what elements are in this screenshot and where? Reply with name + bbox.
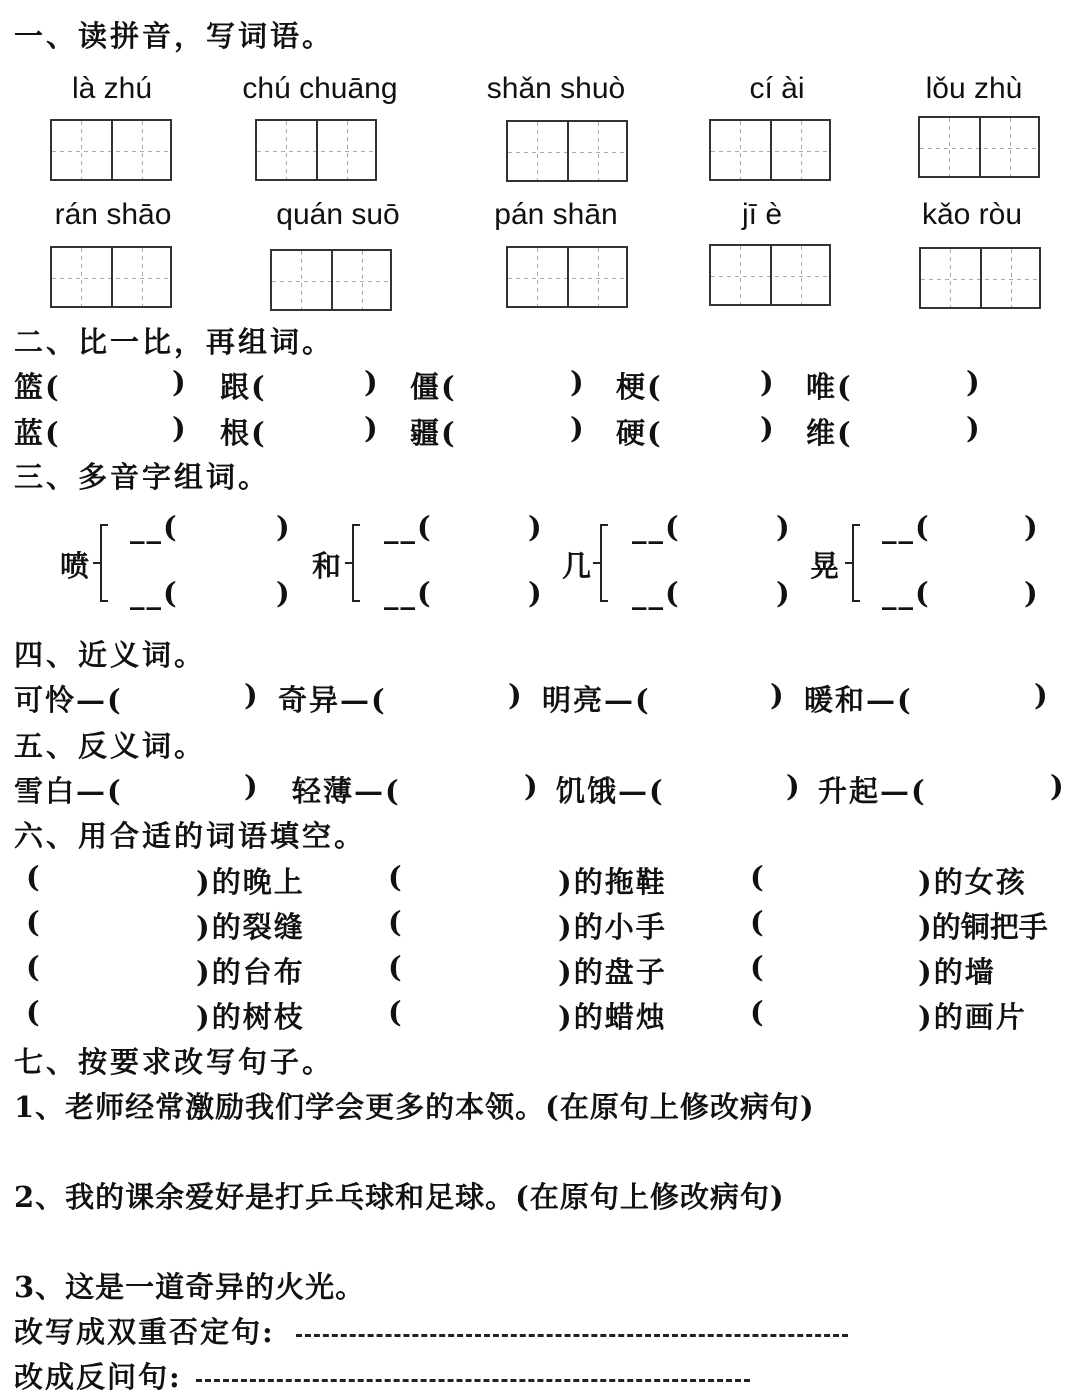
compare-word-8: 疆(	[410, 416, 457, 450]
fill-item-2-2: )的小手	[558, 910, 667, 944]
compare-close-3: )	[570, 365, 586, 399]
fill-open-4-1: (	[26, 995, 42, 1029]
pinyin-6: rán shāo	[54, 198, 172, 231]
polyphone-close-1a: )	[276, 510, 292, 544]
brace-1	[100, 524, 108, 602]
fill-item-4-1: )的树枝	[196, 1000, 305, 1034]
polyphone-char-1: 喷	[60, 549, 92, 583]
fill-item-1-3: )的女孩	[918, 865, 1027, 899]
fill-open-3-3: (	[750, 950, 766, 984]
polyphone-close-3b: )	[776, 576, 792, 610]
fill-item-4-3: )的画片	[918, 1000, 1027, 1034]
section-7-title: 七、按要求改写句子。	[14, 1045, 335, 1079]
rewrite-question-1: 1、老师经常激励我们学会更多的本领。(在原句上修改病句)	[14, 1090, 815, 1124]
section-6-title: 六、用合适的词语填空。	[14, 819, 367, 853]
fill-open-1-3: (	[750, 860, 766, 894]
antonym-close-4: )	[1050, 769, 1066, 803]
rewrite-question-2: 2、我的课余爱好是打乒乓球和足球。(在原句上修改病句)	[14, 1180, 785, 1214]
compare-word-2: 跟(	[220, 370, 267, 404]
fill-item-2-1: )的裂缝	[196, 910, 305, 944]
polyphone-blank-4b: __(	[882, 576, 931, 610]
compare-close-10: )	[966, 411, 982, 445]
fill-open-4-2: (	[388, 995, 404, 1029]
polyphone-blank-1b: __(	[130, 576, 179, 610]
compare-word-5: 唯(	[806, 370, 853, 404]
pinyin-3: shǎn shuò	[486, 72, 626, 105]
section-5-title: 五、反义词。	[14, 729, 207, 763]
compare-close-9: )	[760, 411, 776, 445]
synonym-item-3: 明亮—(	[542, 683, 651, 717]
polyphone-blank-2b: __(	[384, 576, 433, 610]
compare-close-2: )	[364, 365, 380, 399]
antonym-item-3: 饥饿—(	[556, 774, 665, 808]
polyphone-blank-3b: __(	[632, 576, 681, 610]
writing-grid-7[interactable]	[270, 249, 392, 311]
section-2-title: 二、比一比，再组词。	[14, 325, 335, 359]
compare-close-4: )	[760, 365, 776, 399]
writing-grid-1[interactable]	[50, 119, 172, 181]
writing-grid-3[interactable]	[506, 120, 628, 182]
antonym-close-2: )	[524, 769, 540, 803]
fill-item-4-2: )的蜡烛	[558, 1000, 667, 1034]
rhetorical-question-label: 改成反问句:	[14, 1360, 182, 1394]
pinyin-5: lǒu zhù	[925, 72, 1023, 105]
polyphone-char-4: 晃	[810, 549, 842, 583]
compare-word-9: 硬(	[616, 416, 663, 450]
polyphone-close-4b: )	[1024, 576, 1040, 610]
polyphone-blank-2a: __(	[384, 510, 433, 544]
compare-close-1: )	[172, 365, 188, 399]
fill-item-3-2: )的盘子	[558, 955, 667, 989]
synonym-close-4: )	[1034, 678, 1050, 712]
writing-grid-2[interactable]	[255, 119, 377, 181]
writing-grid-5[interactable]	[918, 116, 1040, 178]
synonym-close-1: )	[244, 678, 260, 712]
section-1-title: 一、读拼音，写词语。	[14, 19, 335, 53]
compare-word-10: 维(	[806, 416, 853, 450]
writing-grid-8[interactable]	[506, 246, 628, 308]
pinyin-1: là zhú	[71, 72, 153, 105]
antonym-item-1: 雪白—(	[14, 774, 123, 808]
polyphone-close-1b: )	[276, 576, 292, 610]
polyphone-blank-1a: __(	[130, 510, 179, 544]
synonym-item-4: 暖和—(	[804, 683, 913, 717]
fill-item-1-2: )的拖鞋	[558, 865, 667, 899]
section-3-title: 三、多音字组词。	[14, 460, 271, 494]
antonym-close-3: )	[786, 769, 802, 803]
compare-close-7: )	[364, 411, 380, 445]
pinyin-2: chú chuāng	[242, 72, 398, 105]
antonym-item-4: 升起—(	[818, 774, 927, 808]
rewrite-question-3: 3、这是一道奇异的火光。	[14, 1270, 366, 1304]
rhetorical-question-answer-line[interactable]	[196, 1379, 750, 1382]
fill-open-1-2: (	[388, 860, 404, 894]
writing-grid-4[interactable]	[709, 119, 831, 181]
polyphone-close-2b: )	[528, 576, 544, 610]
fill-item-1-1: )的晚上	[196, 865, 305, 899]
synonym-close-3: )	[770, 678, 786, 712]
double-negative-answer-line[interactable]	[296, 1334, 848, 1337]
fill-open-2-2: (	[388, 905, 404, 939]
polyphone-close-4a: )	[1024, 510, 1040, 544]
compare-word-4: 梗(	[616, 370, 663, 404]
antonym-close-1: )	[244, 769, 260, 803]
brace-4	[852, 524, 860, 602]
fill-item-3-1: )的台布	[196, 955, 305, 989]
fill-open-3-1: (	[26, 950, 42, 984]
brace-2	[352, 524, 360, 602]
pinyin-4: cí ài	[749, 72, 805, 105]
pinyin-9: jī è	[741, 198, 783, 231]
writing-grid-9[interactable]	[709, 244, 831, 306]
polyphone-blank-3a: __(	[632, 510, 681, 544]
compare-word-1: 篮(	[14, 370, 61, 404]
synonym-item-1: 可怜—(	[14, 683, 123, 717]
pinyin-8: pán shān	[494, 198, 618, 231]
polyphone-char-3: 几	[562, 549, 594, 583]
pinyin-10: kǎo ròu	[921, 198, 1023, 231]
fill-open-4-3: (	[750, 995, 766, 1029]
compare-word-3: 僵(	[410, 370, 457, 404]
section-4-title: 四、近义词。	[14, 638, 207, 672]
brace-3	[600, 524, 608, 602]
compare-close-8: )	[570, 411, 586, 445]
fill-open-2-3: (	[750, 905, 766, 939]
fill-item-2-3: )的铜把手	[918, 910, 1048, 944]
compare-word-7: 根(	[220, 416, 267, 450]
pinyin-7: quán suō	[276, 198, 400, 231]
polyphone-char-2: 和	[312, 549, 344, 583]
double-negative-label: 改写成双重否定句:	[14, 1315, 275, 1349]
writing-grid-6[interactable]	[50, 246, 172, 308]
fill-open-1-1: (	[26, 860, 42, 894]
fill-open-3-2: (	[388, 950, 404, 984]
compare-close-5: )	[966, 365, 982, 399]
polyphone-close-2a: )	[528, 510, 544, 544]
antonym-item-2: 轻薄—(	[292, 774, 401, 808]
synonym-close-2: )	[508, 678, 524, 712]
polyphone-close-3a: )	[776, 510, 792, 544]
polyphone-blank-4a: __(	[882, 510, 931, 544]
compare-close-6: )	[172, 411, 188, 445]
compare-word-6: 蓝(	[14, 416, 61, 450]
synonym-item-2: 奇异—(	[278, 683, 387, 717]
fill-item-3-3: )的墙	[918, 955, 996, 989]
writing-grid-10[interactable]	[919, 247, 1041, 309]
fill-open-2-1: (	[26, 905, 42, 939]
